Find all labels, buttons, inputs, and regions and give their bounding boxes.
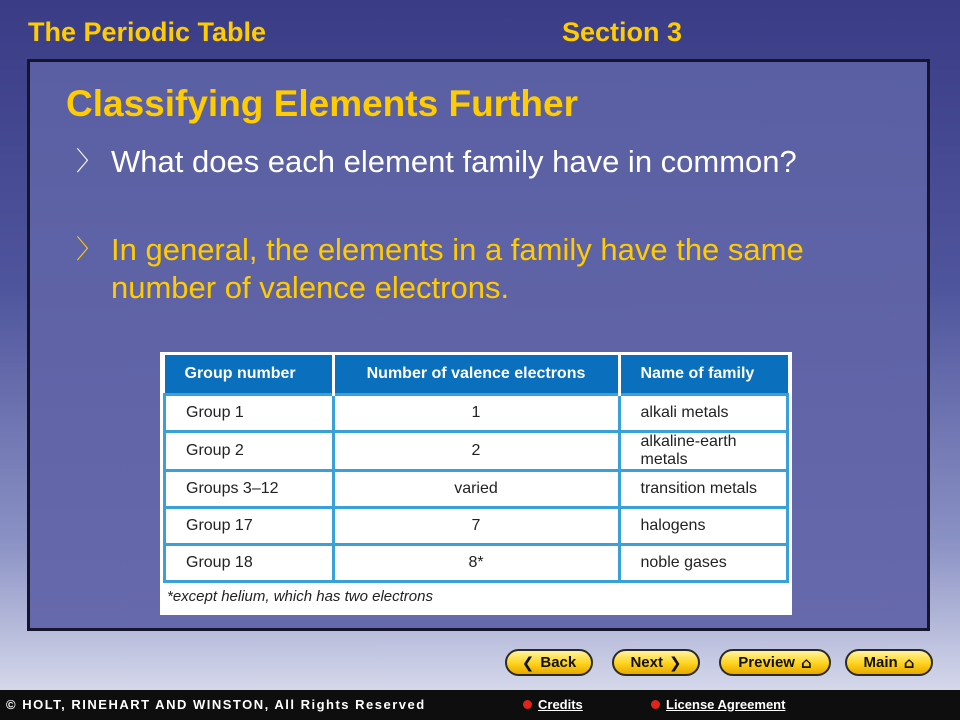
back-button-label: Back [540,654,577,671]
column-header-valence: Number of valence electrons [333,355,619,395]
table-row [165,395,788,432]
cell-group: Groups 3–12 [165,471,334,508]
cell-family: alkaline-earth metals [619,432,788,471]
next-button-label: Next [630,654,663,671]
license-agreement-link[interactable] [651,697,785,712]
valence-table [163,355,789,583]
chevron-left-icon: ❮ [521,653,535,672]
main-button[interactable] [845,649,933,676]
cell-family: halogens [619,508,788,545]
cell-valence: 1 [333,395,619,432]
chevron-right-icon: ❯ [668,653,682,672]
copyright-text: © HOLT, RINEHART AND WINSTON, All Rights Reserved [6,697,426,712]
license-label: License Agreement [666,697,786,712]
table-row [165,508,788,545]
cell-family: noble gases [619,545,788,582]
cell-valence: 8* [333,545,619,582]
bullet-marker-icon: 〉 [76,235,103,265]
cell-family: alkali metals [619,395,788,432]
bullet-dot-icon [523,700,532,709]
credits-label: Credits [538,697,583,712]
cell-valence: 2 [333,432,619,471]
table-row [165,545,788,582]
main-button-label: Main [863,654,898,671]
slide-title: Classifying Elements Further [66,83,578,124]
table-row [165,471,788,508]
cell-family: transition metals [619,471,788,508]
bullet-text: What does each element family have in common? [111,144,797,179]
section-label: Section 3 [562,17,683,47]
table-row [165,432,788,471]
next-button[interactable] [612,649,700,676]
table-footnote: *except helium, which has two electrons [167,588,433,605]
bullet-marker-icon: 〉 [76,147,103,177]
bullet-text: In general, the elements in a family have the same number of valence electrons. [111,232,804,305]
header-title: The Periodic Table [28,17,267,47]
cell-group: Group 2 [165,432,334,471]
home-icon: ⌂ [903,653,915,672]
home-icon: ⌂ [800,653,812,672]
cell-valence: 7 [333,508,619,545]
table-header-row [165,355,788,395]
back-button[interactable] [505,649,593,676]
valence-table-figure [160,352,792,615]
footer-bar [0,690,960,720]
cell-group: Group 1 [165,395,334,432]
cell-group: Group 17 [165,508,334,545]
credits-link[interactable] [523,697,583,712]
cell-valence: varied [333,471,619,508]
bullet-dot-icon [651,700,660,709]
preview-button-label: Preview [738,654,795,671]
column-header-family: Name of family [619,355,788,395]
preview-button[interactable] [719,649,831,676]
cell-group: Group 18 [165,545,334,582]
column-header-group: Group number [165,355,334,395]
